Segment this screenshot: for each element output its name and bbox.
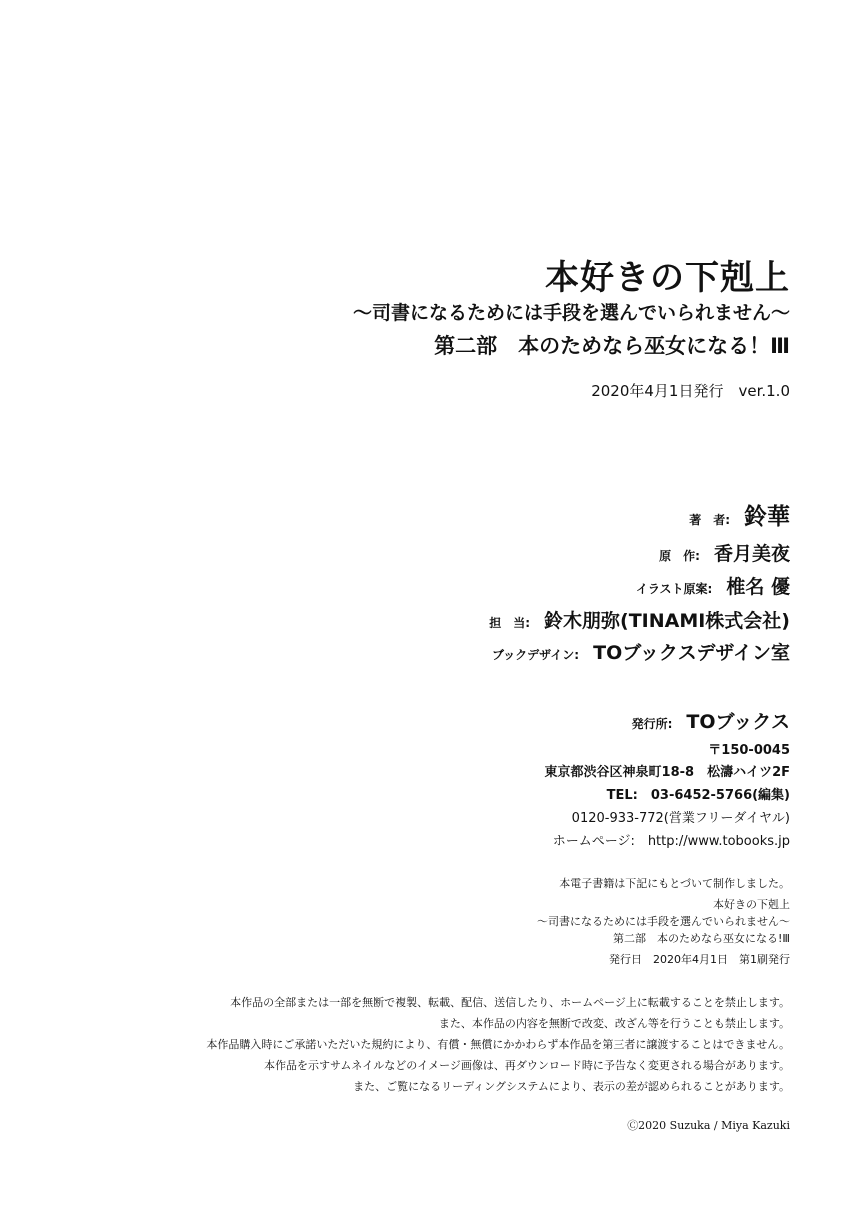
credit-name: 椎名 優 — [726, 576, 790, 598]
publisher-role: 発行所: — [631, 717, 673, 731]
legal-line: また、ご覧になるリーディングシステムにより、表示の差が認められることがあります。 — [353, 1080, 790, 1093]
credit-illustration — [636, 572, 790, 599]
source-note-volume: 第二部 本のためなら巫女になる!Ⅲ — [613, 932, 790, 945]
credit-design — [492, 638, 790, 665]
source-note-title: 本好きの下剋上 — [713, 898, 790, 911]
credit-author — [689, 498, 790, 531]
book-title: 本好きの下剋上 — [545, 258, 790, 298]
book-subtitle: ～司書になるためには手段を選んでいられません～ — [352, 302, 790, 324]
legal-line: 本作品購入時にご承諾いただいた規約により、有償・無償にかかわらず本作品を第三者に譲渡することはできません。 — [206, 1038, 790, 1051]
credit-role: ブックデザイン: — [491, 648, 580, 662]
source-note — [537, 875, 790, 968]
credit-role: 著 者: — [689, 513, 730, 527]
source-note-subtitle: ～司書になるためには手段を選んでいられません～ — [537, 915, 790, 928]
book-volume: 第二部 本のためなら巫女になる！Ⅲ — [434, 334, 790, 358]
credit-original — [659, 539, 790, 566]
credit-editor — [489, 606, 790, 633]
legal-line: 本作品の全部または一部を無断で複製、転載、配信、送信したり、ホームページ上に転載することを禁止します。 — [230, 996, 790, 1009]
source-note-issued: 発行日 2020年4月1日 第1刷発行 — [609, 953, 790, 966]
credit-name: TOブックスデザイン室 — [593, 642, 790, 664]
credit-name: 鈴木朋弥(TINAMI株式会社) — [544, 610, 790, 632]
publisher-address: 東京都渋谷区神泉町18-8 松濤ハイツ2F — [544, 765, 790, 780]
credit-role: 担 当: — [489, 616, 531, 630]
publisher-postal: 〒150-0045 — [708, 743, 790, 758]
legal-line: また、本作品の内容を無断で改変、改ざん等を行うことも禁止します。 — [438, 1017, 790, 1030]
credit-role: イラスト原案: — [635, 582, 713, 596]
credit-role: 原 作: — [659, 549, 700, 563]
legal-notice — [206, 992, 790, 1097]
credit-name: 鈴華 — [744, 504, 790, 530]
copyright: Ⓒ2020 Suzuka / Miya Kazuki — [627, 1119, 790, 1132]
publication-line: 2020年4月1日発行 ver.1.0 — [591, 382, 790, 400]
legal-line: 本作品を示すサムネイルなどのイメージ画像は、再ダウンロード時に予告なく変更される場合があります。 — [263, 1059, 790, 1072]
publisher-freedial: 0120-933-772(営業フリーダイヤル) — [571, 811, 790, 826]
credit-name: 香月美夜 — [713, 543, 790, 565]
publisher-name: TOブックス — [686, 711, 790, 733]
publisher-line — [632, 707, 790, 734]
publisher-homepage: ホームページ: http://www.tobooks.jp — [552, 834, 790, 849]
source-note-intro: 本電子書籍は下記にもとづいて制作しました。 — [559, 877, 790, 890]
publisher-tel: TEL: 03-6452-5766(編集) — [606, 788, 790, 803]
